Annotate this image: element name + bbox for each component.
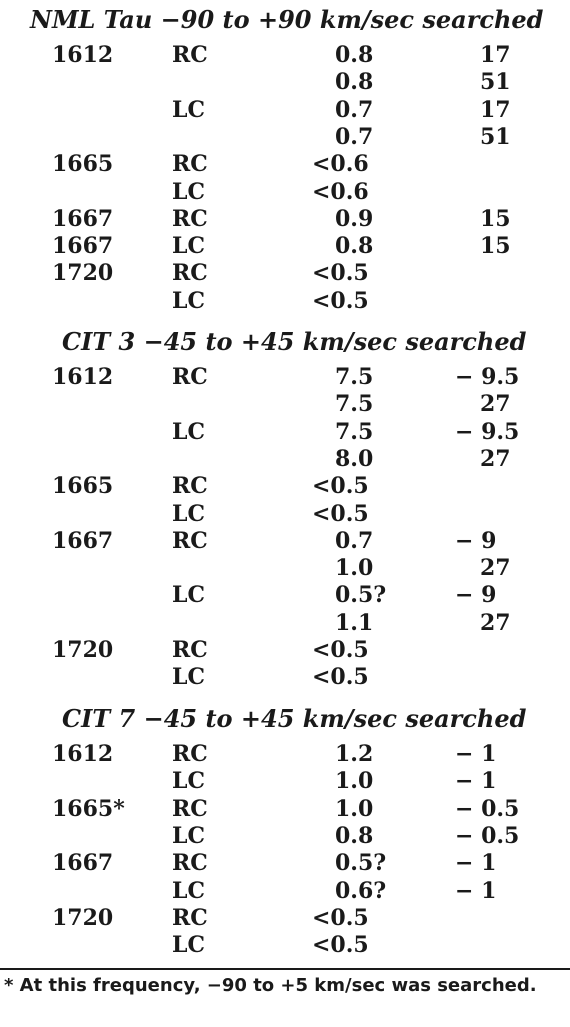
intensity-cell: 0.7: [335, 124, 374, 150]
intensity-cell: 0.5?: [335, 582, 387, 608]
polarization-cell: LC: [172, 179, 205, 205]
polarization-cell: RC: [172, 364, 208, 390]
polarization-cell: RC: [172, 260, 208, 286]
velocity-cell: − 9.5: [455, 419, 520, 445]
intensity-cell: 0.6?: [335, 878, 387, 904]
intensity-cell: <0.6: [312, 151, 369, 177]
intensity-cell: 0.8: [335, 233, 374, 259]
polarization-cell: LC: [172, 823, 205, 849]
intensity-cell: 1.0: [335, 768, 374, 794]
frequency-cell: 1667: [52, 233, 114, 259]
polarization-cell: RC: [172, 528, 208, 554]
intensity-cell: 1.0: [335, 796, 374, 822]
polarization-cell: RC: [172, 905, 208, 931]
intensity-cell: 8.0: [335, 446, 374, 472]
polarization-cell: RC: [172, 637, 208, 663]
velocity-cell: 51: [480, 124, 511, 150]
frequency-cell: 1612: [52, 741, 114, 767]
intensity-cell: <0.5: [312, 288, 369, 314]
frequency-cell: 1720: [52, 637, 114, 663]
polarization-cell: LC: [172, 501, 205, 527]
intensity-cell: 1.2: [335, 741, 374, 767]
velocity-cell: − 9.5: [455, 364, 520, 390]
polarization-cell: LC: [172, 288, 205, 314]
velocity-cell: − 1: [455, 741, 497, 767]
polarization-cell: LC: [172, 878, 205, 904]
intensity-cell: 0.7: [335, 528, 374, 554]
velocity-cell: − 1: [455, 850, 497, 876]
polarization-cell: LC: [172, 582, 205, 608]
intensity-cell: <0.5: [312, 932, 369, 958]
polarization-cell: LC: [172, 97, 205, 123]
intensity-cell: <0.5: [312, 664, 369, 690]
intensity-cell: <0.5: [312, 637, 369, 663]
velocity-cell: 15: [480, 233, 511, 259]
section-heading-nml-tau: NML Tau −90 to +90 km/sec searched: [30, 5, 544, 34]
frequency-cell: 1667: [52, 850, 114, 876]
polarization-cell: LC: [172, 233, 205, 259]
polarization-cell: LC: [172, 768, 205, 794]
intensity-cell: <0.5: [312, 905, 369, 931]
frequency-cell: 1612: [52, 42, 114, 68]
velocity-cell: − 9: [455, 582, 497, 608]
intensity-cell: 0.5?: [335, 850, 387, 876]
intensity-cell: 7.5: [335, 419, 374, 445]
section-heading-cit-7: CIT 7 −45 to +45 km/sec searched: [62, 704, 527, 733]
frequency-cell: 1665*: [52, 796, 125, 822]
velocity-cell: − 1: [455, 768, 497, 794]
frequency-cell: 1612: [52, 364, 114, 390]
intensity-cell: <0.5: [312, 501, 369, 527]
polarization-cell: RC: [172, 473, 208, 499]
frequency-cell: 1665: [52, 151, 114, 177]
footnote: * At this frequency, −90 to +5 km/sec was searched.: [4, 975, 537, 996]
velocity-cell: − 0.5: [455, 796, 520, 822]
velocity-cell: 27: [480, 555, 511, 581]
polarization-cell: RC: [172, 850, 208, 876]
polarization-cell: LC: [172, 664, 205, 690]
velocity-cell: 15: [480, 206, 511, 232]
intensity-cell: 0.8: [335, 69, 374, 95]
polarization-cell: LC: [172, 932, 205, 958]
velocity-cell: − 0.5: [455, 823, 520, 849]
intensity-cell: <0.5: [312, 473, 369, 499]
intensity-cell: 0.8: [335, 42, 374, 68]
velocity-cell: 51: [480, 69, 511, 95]
intensity-cell: 1.0: [335, 555, 374, 581]
frequency-cell: 1665: [52, 473, 114, 499]
intensity-cell: 7.5: [335, 364, 374, 390]
footnote-divider: [0, 968, 570, 970]
velocity-cell: − 9: [455, 528, 497, 554]
frequency-cell: 1667: [52, 206, 114, 232]
velocity-cell: 27: [480, 446, 511, 472]
velocity-cell: 17: [480, 42, 511, 68]
polarization-cell: RC: [172, 796, 208, 822]
polarization-cell: RC: [172, 206, 208, 232]
frequency-cell: 1720: [52, 260, 114, 286]
intensity-cell: <0.5: [312, 260, 369, 286]
polarization-cell: LC: [172, 419, 205, 445]
intensity-cell: 0.9: [335, 206, 374, 232]
section-heading-cit-3: CIT 3 −45 to +45 km/sec searched: [62, 327, 527, 356]
frequency-cell: 1720: [52, 905, 114, 931]
frequency-cell: 1667: [52, 528, 114, 554]
intensity-cell: 0.8: [335, 823, 374, 849]
intensity-cell: 7.5: [335, 391, 374, 417]
intensity-cell: 0.7: [335, 97, 374, 123]
velocity-cell: 27: [480, 391, 511, 417]
intensity-cell: 1.1: [335, 610, 374, 636]
velocity-cell: − 1: [455, 878, 497, 904]
polarization-cell: RC: [172, 151, 208, 177]
polarization-cell: RC: [172, 42, 208, 68]
velocity-cell: 17: [480, 97, 511, 123]
intensity-cell: <0.6: [312, 179, 369, 205]
polarization-cell: RC: [172, 741, 208, 767]
velocity-cell: 27: [480, 610, 511, 636]
